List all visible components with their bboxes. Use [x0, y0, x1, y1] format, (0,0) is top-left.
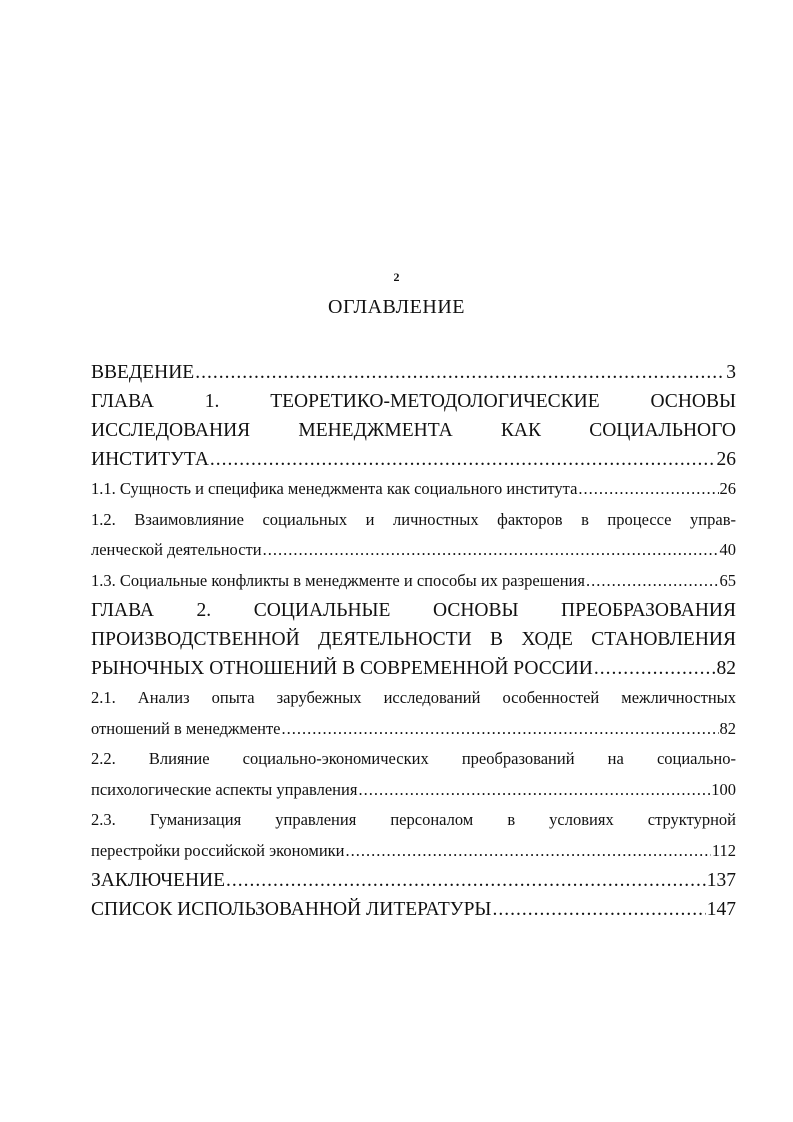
toc-entry-line: 2.2. Влияние социально-экономических преобразований на социально- [91, 749, 736, 768]
dot-leader [586, 566, 719, 597]
toc-entry-line: ИССЛЕДОВАНИЯ МЕНЕДЖМЕНТА КАК СОЦИАЛЬНОГО [91, 420, 736, 441]
dot-leader [346, 836, 711, 867]
toc-entry-introduction[interactable] [91, 358, 736, 387]
toc-entry-line: 1.2. Взаимовлияние социальных и личностных факторов в процессе управ- [91, 509, 736, 529]
dot-leader [195, 358, 725, 387]
toc-entry-conclusion[interactable] [91, 866, 736, 895]
toc-entry-text: ЗАКЛЮЧЕНИЕ [91, 870, 226, 891]
toc-entry-text: перестройки российской экономики [91, 840, 345, 860]
toc-page-number: 147 [706, 899, 736, 920]
dot-leader [226, 866, 706, 895]
dot-leader [263, 535, 719, 566]
toc-entry-line: ГЛАВА 2. СОЦИАЛЬНЫЕ ОСНОВЫ ПРЕОБРАЗОВАНИЯ [91, 600, 736, 621]
toc-entry-line: 2.3. Гуманизация управления персоналом в условиях структурной [91, 810, 736, 829]
toc-entry-chapter-2[interactable] [91, 596, 736, 683]
toc-entry-section-1-3[interactable] [91, 566, 736, 597]
toc-page-number: 3 [726, 362, 736, 383]
dot-leader [358, 775, 710, 806]
toc-page-number: 112 [711, 840, 736, 860]
toc-entry-section-2-1[interactable] [91, 683, 736, 744]
dot-leader [578, 474, 718, 505]
dot-leader [282, 714, 719, 745]
page-title: ОГЛАВЛЕНИЕ [328, 296, 465, 318]
toc-entry-line: 2.1. Анализ опыта зарубежных исследований особенностей межличностных [91, 688, 736, 707]
toc-page-number: 26 [719, 479, 736, 498]
dot-leader [210, 445, 716, 474]
toc-entry-text: 1.1. Сущность и специфика менеджмента как социального института [91, 479, 578, 498]
toc-entry-references[interactable] [91, 895, 736, 924]
toc-entry-text: ВВЕДЕНИЕ [91, 362, 195, 383]
toc-entry-text: ленческой деятельности [91, 540, 262, 559]
dot-leader [594, 654, 716, 683]
toc-entry-section-1-1[interactable] [91, 474, 736, 505]
toc-entry-text: отношений в менеджменте [91, 718, 281, 738]
toc-page-number: 137 [706, 870, 736, 891]
dot-leader [492, 895, 705, 924]
toc-page-number: 65 [719, 570, 736, 590]
toc-entry-section-2-3[interactable] [91, 805, 736, 866]
toc-entry-line: ГЛАВА 1. ТЕОРЕТИКО-МЕТОДОЛОГИЧЕСКИЕ ОСНОВЫ [91, 391, 736, 412]
table-of-contents [91, 358, 736, 924]
toc-page-number: 40 [719, 540, 736, 559]
toc-entry-text: СПИСОК ИСПОЛЬЗОВАННОЙ ЛИТЕРАТУРЫ [91, 899, 492, 920]
toc-page-number: 82 [716, 658, 736, 679]
toc-page-number: 82 [719, 718, 736, 738]
toc-page-number: 26 [716, 449, 736, 470]
page-number: 2 [393, 270, 400, 284]
toc-entry-text: ИНСТИТУТА [91, 449, 209, 470]
toc-entry-text: РЫНОЧНЫХ ОТНОШЕНИЙ В СОВРЕМЕННОЙ РОССИИ [91, 658, 593, 679]
toc-entry-line: ПРОИЗВОДСТВЕННОЙ ДЕЯТЕЛЬНОСТИ В ХОДЕ СТАНОВЛЕНИЯ [91, 629, 736, 650]
toc-entry-text: 1.3. Социальные конфликты в менеджменте и способы их разрешения [91, 570, 585, 590]
toc-entry-text: психологические аспекты управления [91, 779, 358, 799]
toc-entry-section-2-2[interactable] [91, 744, 736, 805]
toc-entry-section-1-2[interactable] [91, 505, 736, 566]
toc-entry-chapter-1[interactable] [91, 387, 736, 474]
toc-page-number: 100 [711, 779, 736, 799]
